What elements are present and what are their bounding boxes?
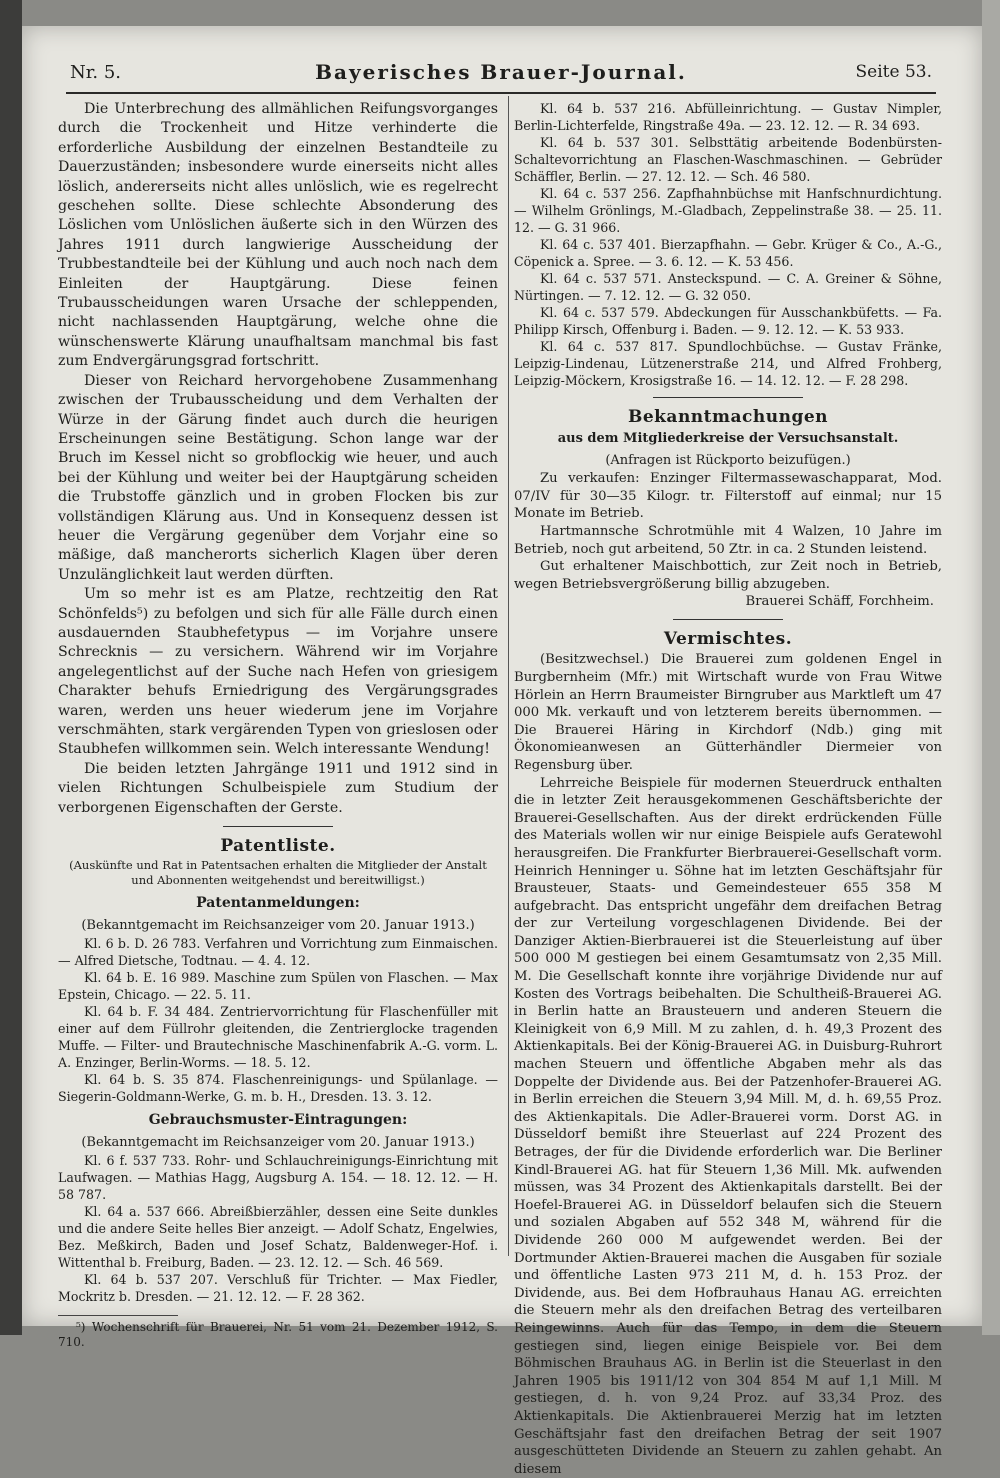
article-paragraph: Dieser von Reichard hervorgehobene Zusammenhang zwischen der Trubausscheidung und dem Verhalten der Würze in der Gärung findet auch durch die heurigen Erscheinungen seine Bestätigung. Schon lange war der Bruch im Kessel nicht so grobflockig wie heuer, und auch bei der Kühlung und weiter bei der Hauptgärung scheiden die Trubstoffe gänzlich und in groben Flocken bis zur vollständigen Klärung aus. Und in Konsequenz dessen ist heuer die Vergärung gegenüber dem Vorjahr eine so mäßige, daß mancherorts sicherlich Klagen über deren Unzulänglichkeit laut werden dürften. bbox=[58, 372, 498, 583]
patent-applications-note: (Bekanntgemacht im Reichsanzeiger vom 20. Januar 1913.) bbox=[81, 917, 475, 933]
news-paragraph: (Besitzwechsel.) Die Brauerei zum goldenen Engel in Burgbernheim (Mfr.) mit Wirtschaft wurde von Frau Witwe Hörlein an Herrn Braumeister Birngruber aus Marktleft um 47 000 Mk. verkauft und von letzterem bereits übernommen. — Die Brauerei Häring in Kirchdorf (Ndb.) ging mit Ökonomieanwesen an Gütterhändler Diermeier von Regensburg über. bbox=[514, 652, 942, 773]
section-rule bbox=[653, 397, 803, 398]
header-rule bbox=[66, 92, 936, 94]
footnote-rule bbox=[58, 1315, 178, 1316]
miscellaneous-body bbox=[514, 651, 942, 1478]
patent-entry: Kl. 64 b. 537 301. Selbsttätig arbeitende Bodenbürsten-Schaltevorrichtung an Flaschen-Waschmaschinen. — Gebrüder Schäffler, Berlin. — 27. 12. 12. — Sch. 46 580. bbox=[514, 135, 942, 184]
binding-gutter bbox=[0, 0, 22, 1335]
page-edge bbox=[982, 0, 1000, 1335]
patent-entry: Kl. 64 b. 537 216. Abfülleinrichtung. — Gustav Nimpler, Berlin-Lichterfelde, Ringstraße 49a. — 23. 12. 12. — R. 34 693. bbox=[514, 101, 942, 133]
announcement-entry: Zu verkaufen: Enzinger Filtermassewaschapparat, Mod. 07/IV für 30—35 Kilogr. tr. Filterstoff auf einmal; nur 15 Monate im Betrieb. bbox=[514, 471, 942, 522]
patent-entry: Kl. 6 f. 537 733. Rohr- und Schlauchreinigungs-Einrichtung mit Laufwagen. — Mathias Hagg, Augsburg A. 154. — 18. 12. 12. — H. 58 787. bbox=[58, 1153, 498, 1203]
utility-models-note: (Bekanntgemacht im Reichsanzeiger vom 20. Januar 1913.) bbox=[81, 1134, 475, 1150]
article-paragraph: Die beiden letzten Jahrgänge 1911 und 1912 sind in vielen Richtungen Schulbeispiele zum Studium der verborgenen Eigenschaften der Gerste. bbox=[58, 760, 498, 816]
patent-applications-title: Patentanmeldungen: bbox=[196, 895, 360, 912]
miscellaneous-title: Vermischtes. bbox=[663, 628, 793, 649]
article-paragraph: Die Unterbrechung des allmählichen Reifungsvorganges durch die Trockenheit und Hitze verhinderte die erforderliche Ausbildung der einzelnen Bestandteile zu Dauerzuständen; insbesondere wurde einerseits nicht alles löslich, andererseits nicht alles unlöslich, wie es regelrecht geschehen sollte. Diese schlechte Absonderung des Löslichen vom Unlöslichen äußerte sich in den Würzen des Jahres 1911 durch langwierige Ausscheidung der Trubbestandteile bei der Kühlung und auch noch nach dem Einleiten der Hauptgärung. Diese feinen Trubausscheidungen waren Ursache der schleppenden, nicht nachlassenden Hauptgärung, welche ohne die wünschenswerte Klärung unaufhaltsam manchmal bis fast zum Endvergärungsgrad fortschritt. bbox=[58, 101, 498, 370]
patent-list-title: Patentliste. bbox=[220, 836, 336, 857]
footnote: ⁵) Wochenschrift für Brauerei, Nr. 51 vom 21. Dezember 1912, S. 710. bbox=[58, 1320, 498, 1350]
announcement-entry: Hartmannsche Schrotmühle mit 4 Walzen, 10 Jahre im Betrieb, noch gut arbeitend, 50 Ztr. in ca. 2 Stunden leistend. bbox=[514, 524, 942, 557]
utility-models-list bbox=[58, 1152, 498, 1305]
patent-list-subtitle: (Auskünfte und Rat in Patentsachen erhalten die Mitglieder der Anstalt und Abonnenten weitgehendst und bereitwilligst.) bbox=[69, 858, 487, 888]
patent-entry: Kl. 64 b. E. 16 989. Maschine zum Spülen von Flaschen. — Max Epstein, Chicago. — 22. 5. 11. bbox=[58, 970, 498, 1003]
issue-number: Nr. 5. bbox=[70, 62, 121, 83]
journal-title: Bayerisches Brauer-Journal. bbox=[315, 60, 687, 84]
news-paragraph: Lehrreiche Beispiele für modernen Steuerdruck enthalten die in letzter Zeit herausgekommenen Geschäftsberichte der Brauerei-Gesellschaften. Aus der direkt erdrückenden Fülle des Materials wollen wir nur einige Beispiele aufs Geratewohl herausgreifen. Die Frankfurter Bierbrauerei-Gesellschaft vorm. Heinrich Henninger u. Söhne hat im letzten Geschäftsjahr für Brausteuer, Staats- und Gemeindesteuer 655 358 M aufgebracht. Das entspricht ungefähr dem dreifachen Betrag der zur Verteilung vorgeschlagenen Dividende. Bei der Danziger Aktien-Bierbrauerei ist die Steuerleistung auf über 500 000 M gestiegen bei einem Gesamtumsatz von 2,35 Mill. M. Die Gesellschaft konnte ihre vorjährige Dividende nur auf Kosten des Vortrags beibehalten. Die Schultheiß-Brauerei AG. in Berlin hatte an Brausteuern und anderen Steuern die Kleinigkeit von 6,9 Mill. M zu zahlen, d. h. 49,3 Prozent des Aktienkapitals. Bei der König-Brauerei AG. in Duisburg-Ruhrort machen Steuern und öffentliche Abgaben mehr als das Doppelte der Dividende aus. Bei der Patzenhofer-Brauerei AG. in Berlin erreichen die Steuern 3,94 Mill. M, d. h. 69,55 Proz. des Aktienkapitals. Die Adler-Brauerei vorm. Dorst AG. in Düsseldorf bemißt ihre Steuerlast auf 224 Prozent des Betrages, der für die Dividende erforderlich war. Die Berliner Kindl-Brauerei AG. hat für Steuern 1,36 Mill. Mk. aufwenden müssen, was 34 Prozent des Aktienkapitals darstellt. Bei der Hoefel-Brauerei AG. in Düsseldorf belaufen sich die Steuern und sozialen Abgaben auf 552 348 M, während für die Dividende 260 000 M aufgewendet werden. Bei der Dortmunder Aktien-Brauerei machen die Ausgaben für soziale und öffentliche Lasten 973 211 M, d. h. 153 Proz. der Dividende, aus. Bei dem Hofbrauhaus Hanau AG. erreichten die Steuern mehr als den dreifachen Betrag des verteilbaren Reingewinns. Auch für das Tempo, in dem die Steuern gestiegen sind, liegen einige Beispiele vor. Bei dem Böhmischen Brauhaus AG. in Berlin ist die Steuerlast in den Jahren 1905 bis 1911/12 von 304 854 M auf 1,1 Mill. M gestiegen, d. h. von 9,24 Proz. auf 33,34 Proz. des Aktienkapitals. Die Aktienbrauerei Merzig hat im letzten Geschäftsjahr fast den dreifachen Betrag der seit 1907 ausgeschütteten Dividende an Steuern zu zahlen gehabt. An diesem bbox=[514, 775, 942, 1477]
patent-entry: Kl. 64 b. S. 35 874. Flaschenreinigungs- und Spülanlage. — Siegerin-Goldmann-Werke, G. m. b. H., Dresden. 13. 3. 12. bbox=[58, 1072, 498, 1105]
patent-entry: Kl. 64 c. 537 571. Ansteckspund. — C. A. Greiner & Söhne, Nürtingen. — 7. 12. 12. — G. 32 050. bbox=[514, 271, 942, 303]
patent-entry: Kl. 64 b. 537 207. Verschluß für Trichter. — Max Fiedler, Mockritz b. Dresden. — 21. 12. 12. — F. 28 362. bbox=[58, 1272, 498, 1305]
patent-entry: Kl. 64 b. F. 34 484. Zentriervorrichtung für Flaschenfüller mit einer auf dem Füllrohr gleitenden, die Zentrierglocke tragenden Muffe. — Filter- und Brautechnische Maschinenfabrik A.-G. vorm. L. A. Enzinger, Berlin-Worms. — 18. 5. 12. bbox=[58, 1004, 498, 1071]
left-column bbox=[58, 100, 498, 1350]
patent-entry: Kl. 64 c. 537 579. Abdeckungen für Ausschankbüfetts. — Fa. Philipp Kirsch, Offenburg i. Baden. — 9. 12. 12. — K. 53 933. bbox=[514, 305, 942, 337]
patent-entry: Kl. 6 b. D. 26 783. Verfahren und Vorrichtung zum Einmaischen. — Alfred Dietsche, Todtnau. — 4. 4. 12. bbox=[58, 936, 498, 969]
patent-entry: Kl. 64 a. 537 666. Abreißbierzähler, dessen eine Seite dunkles und die andere Seite helles Bier anzeigt. — Adolf Schatz, Engelwies, Bez. Meßkirch, Baden und Josef Schatz, Baldenweger-Hof. i. Wittenthal b. Freiburg, Baden. — 23. 12. 12. — Sch. 46 569. bbox=[58, 1204, 498, 1271]
utility-models-title: Gebrauchsmuster-Eintragungen: bbox=[148, 1112, 408, 1129]
patent-entry: Kl. 64 c. 537 256. Zapfhahnbüchse mit Hanfschnurdichtung. — Wilhelm Grönlings, M.-Gladbach, Zeppelinstraße 38. — 25. 11. 12. — G. 31 966. bbox=[514, 186, 942, 235]
page-header bbox=[70, 56, 932, 92]
right-column bbox=[514, 100, 942, 1478]
announcements-subtitle: aus dem Mitgliederkreise der Versuchsanstalt. bbox=[557, 431, 899, 447]
utility-models-continued bbox=[514, 100, 942, 389]
page-number: Seite 53. bbox=[855, 62, 932, 82]
announcement-signature: Brauerei Schäff, Forchheim. bbox=[745, 594, 934, 610]
announcements-title: Bekanntmachungen bbox=[627, 407, 829, 427]
announcements-list bbox=[514, 470, 942, 611]
patent-applications-list bbox=[58, 935, 498, 1105]
announcements-note: (Anfragen ist Rückporto beizufügen.) bbox=[605, 452, 851, 468]
patent-entry: Kl. 64 c. 537 817. Spundlochbüchse. — Gustav Fränke, Leipzig-Lindenau, Lützenerstraße 214, und Alfred Frohberg, Leipzig-Möckern, Krosigstraße 16. — 14. 12. 12. — F. 28 298. bbox=[514, 339, 942, 388]
patent-entry: Kl. 64 c. 537 401. Bierzapfhahn. — Gebr. Krüger & Co., A.-G., Cöpenick a. Spree. — 3. 6. 12. — K. 53 456. bbox=[514, 237, 942, 269]
column-divider bbox=[508, 96, 509, 1256]
section-rule bbox=[223, 826, 333, 827]
section-rule bbox=[673, 619, 783, 620]
announcement-entry: Gut erhaltener Maischbottich, zur Zeit noch in Betrieb, wegen Betriebsvergrößerung billig abzugeben. bbox=[514, 559, 942, 592]
article-paragraph: Um so mehr ist es am Platze, rechtzeitig den Rat Schönfelds⁵) zu befolgen und sich für alle Fälle durch einen ausdauernden Staubhefetypus — im Vorjahre unsere Schrecknis — zu versichern. Während wir im Vorjahre angelegentlichst auf der Suche nach Hefen von griesigem Charakter behufs Erniedrigung des Vergärungsgrades waren, werden uns heuer wiederum jene im Vorjahre verschmähten, stark vergärenden Typen von grieslosen oder Staubhefen willkommen sein. Welch interessante Wendung! bbox=[58, 586, 498, 758]
